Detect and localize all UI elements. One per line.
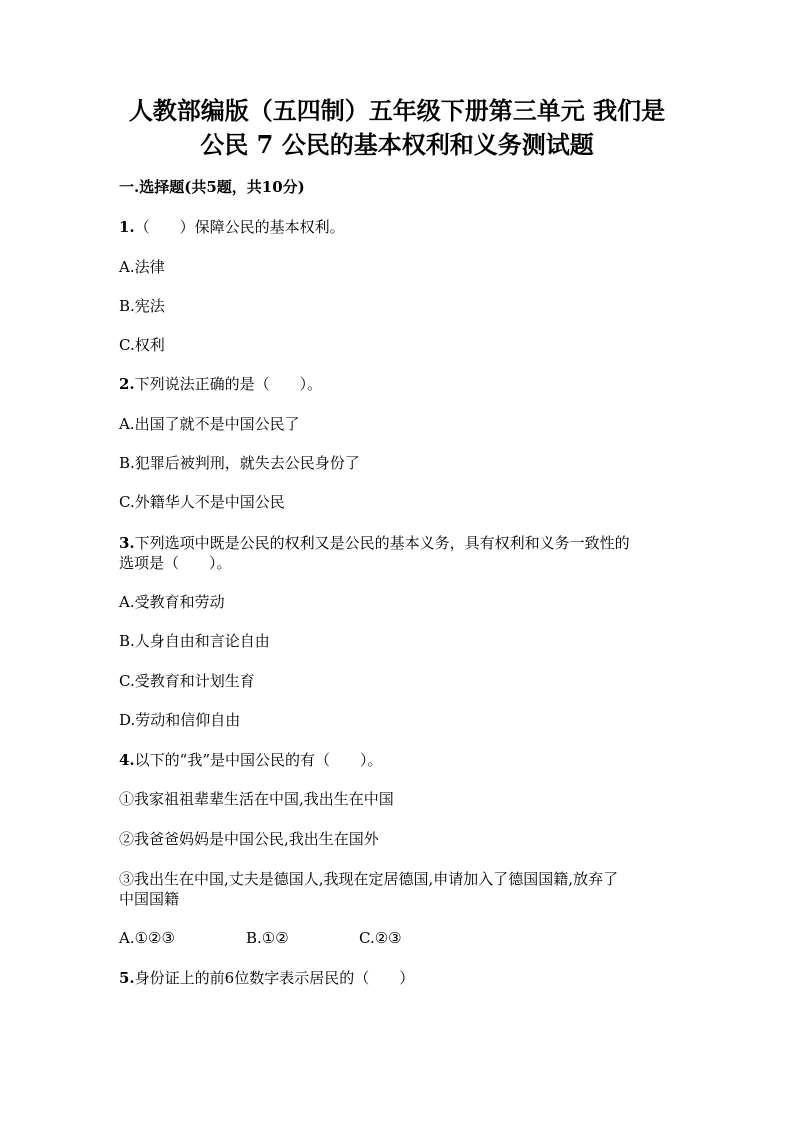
question-stem: （ ）保障公民的基本权利。 [134, 218, 345, 236]
question-4-option-c: C.②③ [359, 929, 402, 947]
question-number: 3. [119, 534, 135, 552]
question-number: 2. [119, 375, 135, 393]
question-number: 4. [119, 751, 135, 769]
question-5 [119, 967, 679, 989]
question-4-statement-1: ①我家祖祖辈辈生活在中国,我出生在中国 [119, 790, 394, 808]
question-1-option-b: B.宪法 [119, 297, 165, 315]
section-heading: 一.选择题(共5题，共10分) [119, 178, 305, 196]
question-2-option-a: A.出国了就不是中国公民了 [119, 415, 300, 433]
question-4-statement-3: ③我出生在中国,丈夫是德国人,我现在定居德国,申请加入了德国国籍,放弃了 [119, 870, 619, 888]
question-4-statement-3-continued: 中国国籍 [119, 890, 180, 908]
question-number: 1. [119, 218, 135, 236]
question-4 [119, 749, 679, 771]
question-stem: 以下的“我”是中国公民的有（ ）。 [134, 751, 383, 769]
question-1-option-c: C.权利 [119, 336, 165, 354]
question-stem: 身份证上的前6位数字表示居民的（ ） [134, 969, 415, 987]
question-3-option-d: D.劳动和信仰自由 [119, 711, 241, 729]
question-4-option-b: B.①② [246, 929, 289, 947]
question-1 [119, 216, 679, 238]
question-number: 5. [119, 969, 135, 987]
document-title-line-1: 人教部编版（五四制）五年级下册第三单元 我们是 [128, 96, 666, 125]
question-stem-line-1: 下列选项中既是公民的权利又是公民的基本义务，具有权利和义务一致性的 [134, 534, 630, 552]
question-3-option-a: A.受教育和劳动 [119, 593, 225, 611]
document-title-line-2: 公民 7 公民的基本权利和义务测试题 [200, 130, 594, 159]
question-3-option-c: C.受教育和计划生育 [119, 672, 255, 690]
question-2-option-c: C.外籍华人不是中国公民 [119, 493, 285, 511]
question-3-option-b: B.人身自由和言论自由 [119, 632, 270, 650]
question-2-option-b: B.犯罪后被判刑，就失去公民身份了 [119, 454, 360, 472]
question-4-option-a: A.①②③ [119, 929, 175, 947]
question-4-statement-2: ②我爸爸妈妈是中国公民,我出生在国外 [119, 830, 379, 848]
question-stem: 下列说法正确的是（ ）。 [134, 375, 323, 393]
question-2 [119, 373, 679, 395]
question-1-option-a: A.法律 [119, 258, 165, 276]
question-4-options [119, 927, 679, 949]
question-3-stem-line-2: 选项是（ ）。 [119, 554, 232, 572]
question-3 [119, 532, 679, 554]
